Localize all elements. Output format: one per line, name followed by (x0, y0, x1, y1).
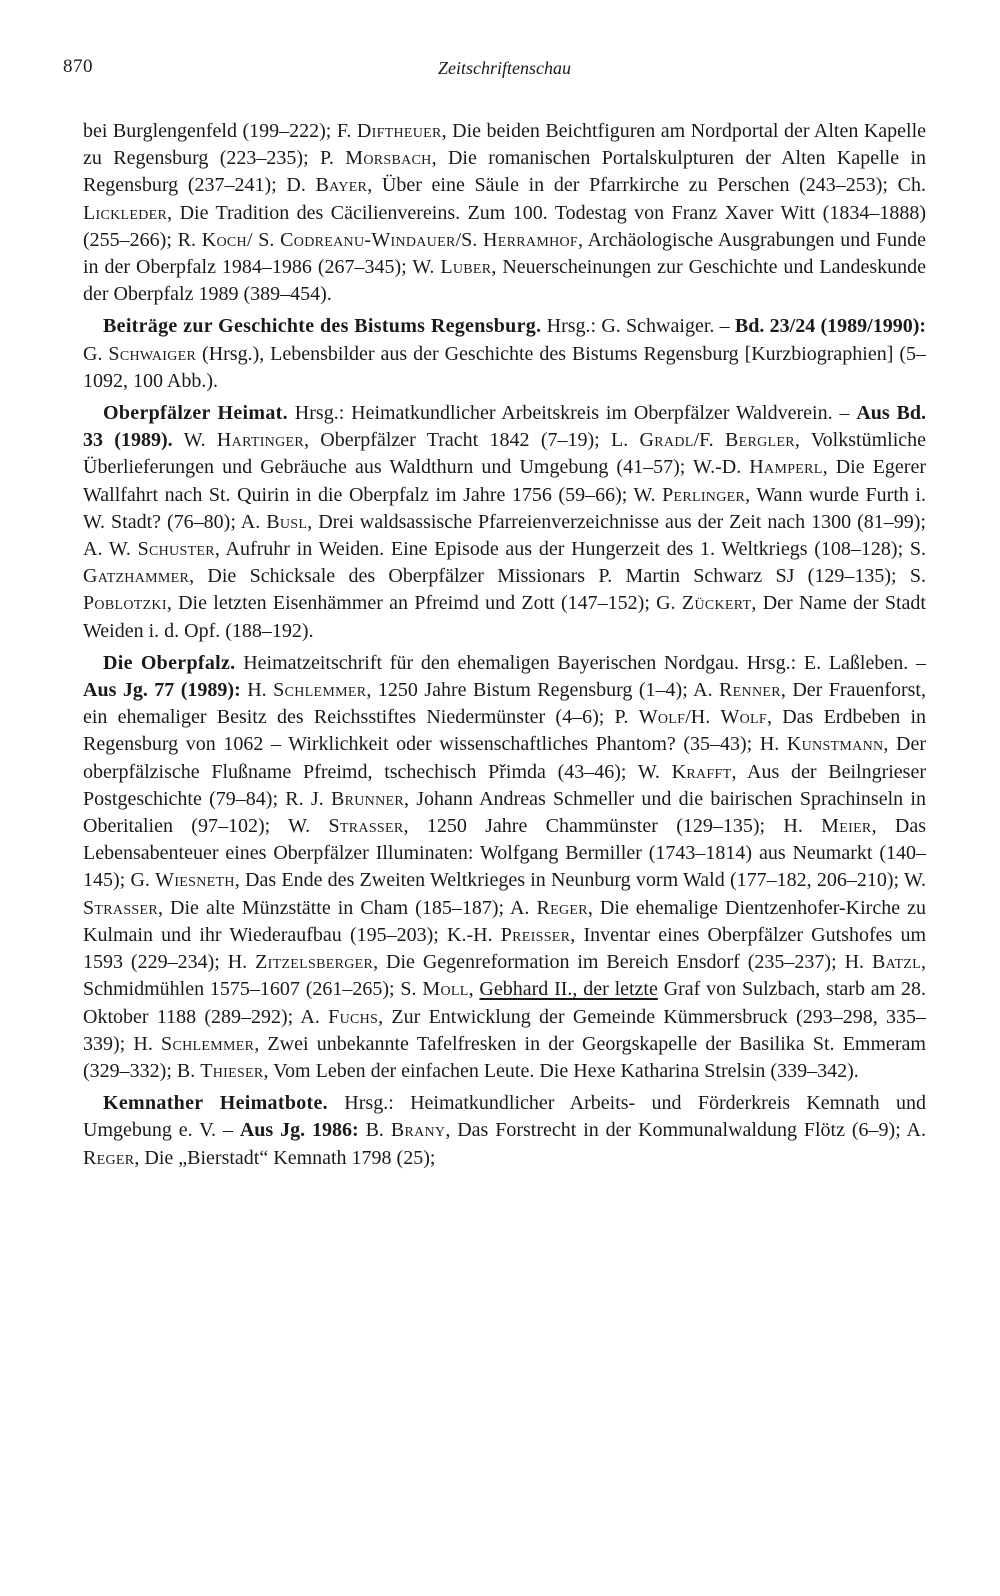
text-run: , Drei waldsassische Pfarreienverzeichnisse aus der Zeit nach 1300 (81–99); A. W. (83, 510, 926, 561)
text-run: Graf von Sulzbach, starb am 28. Oktober 1188 (289–292); A. (83, 978, 927, 1028)
author-name: Herramhof (483, 228, 578, 251)
text-run: , Die alte Münzstätte in Cham (185–187); A. (158, 896, 537, 919)
author-name: Hartinger (216, 429, 304, 452)
author-name: Renner (719, 679, 781, 702)
text-run: , Archäologische Ausgrabungen und Funde in der Oberpfalz 1984–1986 (267–345); W. (83, 228, 926, 279)
author-name: Zitzelsberger (255, 951, 374, 974)
running-title: Zeitschriftenschau (438, 58, 571, 78)
volume-ref: Aus Bd. 33 (1989). (83, 402, 926, 452)
text-run: /S. (455, 228, 484, 251)
bibliography-entry (83, 650, 926, 1085)
text-run: , Schmidmühlen 1575–1607 (261–265); S. (83, 951, 927, 1001)
text-run: , Volkstümliche Überlieferungen und Gebräuche aus Waldthurn und Umgebung (41–57); W.-D. (83, 429, 927, 479)
journal-title: Oberpfälzer Heimat. (103, 402, 288, 425)
text-run: , 1250 Jahre Bistum Regensburg (1–4); A. (366, 679, 720, 702)
author-name: Meier (821, 815, 872, 838)
document-page (63, 56, 927, 1177)
text-run: , Die Schicksale des Oberpfälzer Missionars P. Martin Schwarz SJ (129–135); S. (189, 565, 926, 588)
text-run: /F. (693, 429, 725, 452)
underlined-text: Gebhard II., der letzte (479, 978, 658, 1001)
text-run: Hrsg.: Heimatkundlicher Arbeitskreis im Oberpfälzer Waldverein. – (287, 402, 857, 425)
author-name: Fuchs (328, 1005, 379, 1028)
author-name: Batzl (871, 951, 922, 974)
author-name: Diftheuer (356, 120, 442, 142)
text-run: , Das Erdbeben in Regensburg von 1062 – Wirklichkeit oder wissenschaftliches Phantom? (35–43); H. (83, 706, 927, 756)
author-name: Bayer (315, 174, 368, 197)
author-name: Gatzhammer (83, 565, 190, 588)
text-run: , Das Ende des Zweiten Weltkrieges in Neunburg vorm Wald (177–182, 206–210); W. (234, 869, 926, 892)
text-run: , Die Gegenreformation im Bereich Ensdorf (235–237); H. (373, 951, 872, 974)
volume-ref: Bd. 23/24 (1989/1990): (734, 315, 927, 338)
author-name: Luber (440, 256, 492, 279)
text-run: , Inventar eines Oberpfälzer Gutshofes um 1593 (229–234); H. (83, 923, 927, 974)
bibliography-body (83, 118, 926, 1172)
text-run: , Der Name der Stadt Weiden i. d. Opf. (188–192). (83, 592, 926, 642)
author-name: Thieser (200, 1059, 264, 1082)
author-name: Codreanu-Windauer (280, 228, 456, 251)
text-run: , Die „Bierstadt“ Kemnath 1798 (25); (134, 1146, 436, 1169)
author-name: Wiesneth (155, 869, 235, 892)
bibliography-entry (83, 400, 926, 645)
author-name: Zückert (681, 592, 752, 615)
text-run: , Das Lebensabenteuer eines Oberpfälzer Illuminaten: Wolfgang Bermiller (1743–1814) aus Neumarkt (140–145); G. (83, 815, 926, 892)
author-name: Lickleder (83, 201, 168, 224)
author-name: Wolf (720, 706, 767, 729)
text-run: , Aufruhr in Weiden. Eine Episode aus der Hungerzeit des 1. Weltkriegs (108–128); S. (214, 538, 927, 561)
author-name: Schlemmer (161, 1032, 255, 1055)
volume-ref: Aus Jg. 77 (1989): (83, 679, 241, 702)
author-name: Schlemmer (273, 679, 367, 702)
author-name: Koch (201, 228, 247, 251)
text-run: , Über eine Säule in der Pfarrkirche zu Perschen (243–253); Ch. (367, 174, 927, 197)
page-header (63, 56, 926, 90)
text-run: (Hrsg.), Lebensbilder aus der Geschichte des Bistums Regensburg [Kurzbiographien] (5–1092, 100 Abb.). (83, 342, 926, 392)
author-name: Morsbach (345, 147, 432, 170)
text-run: , Das Forstrecht in der Kommunalwaldung Flötz (6–9); A. (445, 1119, 926, 1142)
author-name: Reger (536, 896, 588, 919)
bibliography-entry (83, 1090, 926, 1172)
text-run: / S. (246, 228, 281, 251)
author-name: Bergler (724, 429, 795, 452)
text-run: , Die beiden Beichtfiguren am Nordportal der Alten Kapelle zu Regensburg (223–235); P. (83, 120, 927, 170)
text-run: , 1250 Jahre Chammünster (129–135); H. (403, 815, 822, 838)
author-name: Gradl (639, 429, 694, 452)
author-name: Schwaiger (108, 342, 197, 365)
author-name: Poblotzki (83, 592, 167, 615)
text-run: G. (83, 342, 109, 365)
text-run: H. (240, 679, 274, 702)
text-run: B. (358, 1119, 391, 1142)
text-run: , Aus der Beilngrieser Postgeschichte (79–84); R. J. (83, 760, 927, 810)
text-run: , Die romanischen Portalskulpturen der Alten Kapelle in Regensburg (237–241); D. (83, 147, 926, 197)
author-name: Moll (422, 978, 469, 1001)
author-name: Brunner (330, 787, 404, 810)
author-name: Schuster (137, 538, 215, 561)
text-run: , Johann Andreas Schmeller und die bairischen Sprachinseln in Oberitalien (97–102); W. (83, 787, 926, 838)
volume-ref: Aus Jg. 1986: (239, 1119, 359, 1142)
text-run: W. (172, 429, 217, 452)
text-run: , Zwei unbekannte Tafelfresken in der Georgskapelle der Basilika St. Emmeram (329–332); B. (83, 1032, 926, 1082)
text-run: , Die letzten Eisenhämmer an Pfreimd und Zott (147–152); G. (166, 592, 682, 615)
author-name: Reger (83, 1146, 135, 1169)
text-run: Hrsg.: G. Schwaiger. – (541, 315, 735, 338)
text-run: bei Burglengenfeld (199–222); F. (83, 120, 357, 142)
bibliography-entry (83, 313, 926, 395)
journal-title: Beiträge zur Geschichte des Bistums Regensburg. (103, 315, 542, 338)
author-name: Preisser (500, 923, 571, 946)
text-run: /H. (685, 706, 721, 729)
author-name: Hamperl (749, 456, 823, 479)
text-run: , Zur Entwicklung der Gemeinde Kümmersbruck (293–298, 335–339); H. (83, 1005, 926, 1055)
author-name: Brany (390, 1119, 446, 1142)
text-run: , Vom Leben der einfachen Leute. Die Hexe Katharina Strelsin (339–342). (263, 1059, 859, 1082)
text-run: , Die ehemalige Dientzenhofer-Kirche zu Kulmain und ihr Wiederaufbau (195–203); K.-H. (83, 896, 926, 946)
bibliography-paragraph (83, 118, 926, 308)
journal-title: Kemnather Heimatbote. (103, 1092, 328, 1115)
text-run: , Die Tradition des Cäcilienvereins. Zum 100. Todestag von Franz Xaver Witt (1834–1888) (255–266); R. (83, 201, 926, 251)
author-name: Strasser (328, 815, 404, 838)
text-run: Hrsg.: Heimatkundlicher Arbeits- und Förderkreis Kemnath und Umgebung e. V. – (83, 1092, 926, 1142)
text-run: , (468, 978, 480, 1001)
author-name: Strasser (83, 896, 158, 919)
text-run: Heimatzeitschrift für den ehemaligen Bayerischen Nordgau. Hrsg.: E. Laßleben. – (235, 651, 926, 674)
author-name: Kunstmann (786, 733, 884, 756)
text-run: , Oberpfälzer Tracht 1842 (7–19); L. (304, 429, 640, 452)
text-run: , Der oberpfälzische Flußname Pfreimd, tschechisch Přimda (43–46); W. (83, 733, 926, 783)
text-run: , Der Frauenforst, ein ehemaliger Besitz des Reichsstiftes Niedermünster (4–6); P. (83, 679, 926, 729)
page-number: 870 (63, 56, 93, 77)
author-name: Busl (266, 510, 308, 533)
text-run: , Neuerscheinungen zur Geschichte und Landeskunde der Oberpfalz 1989 (389–454). (83, 256, 926, 306)
text-run: , Wann wurde Furth i. W. Stadt? (76–80); A. (83, 483, 926, 533)
text-run: , Die Egerer Wallfahrt nach St. Quirin in die Oberpfalz im Jahre 1756 (59–66); W. (83, 456, 927, 506)
author-name: Wolf (638, 706, 686, 729)
author-name: Perlinger (662, 483, 746, 506)
author-name: Krafft (671, 760, 732, 783)
journal-title: Die Oberpfalz. (103, 651, 236, 674)
